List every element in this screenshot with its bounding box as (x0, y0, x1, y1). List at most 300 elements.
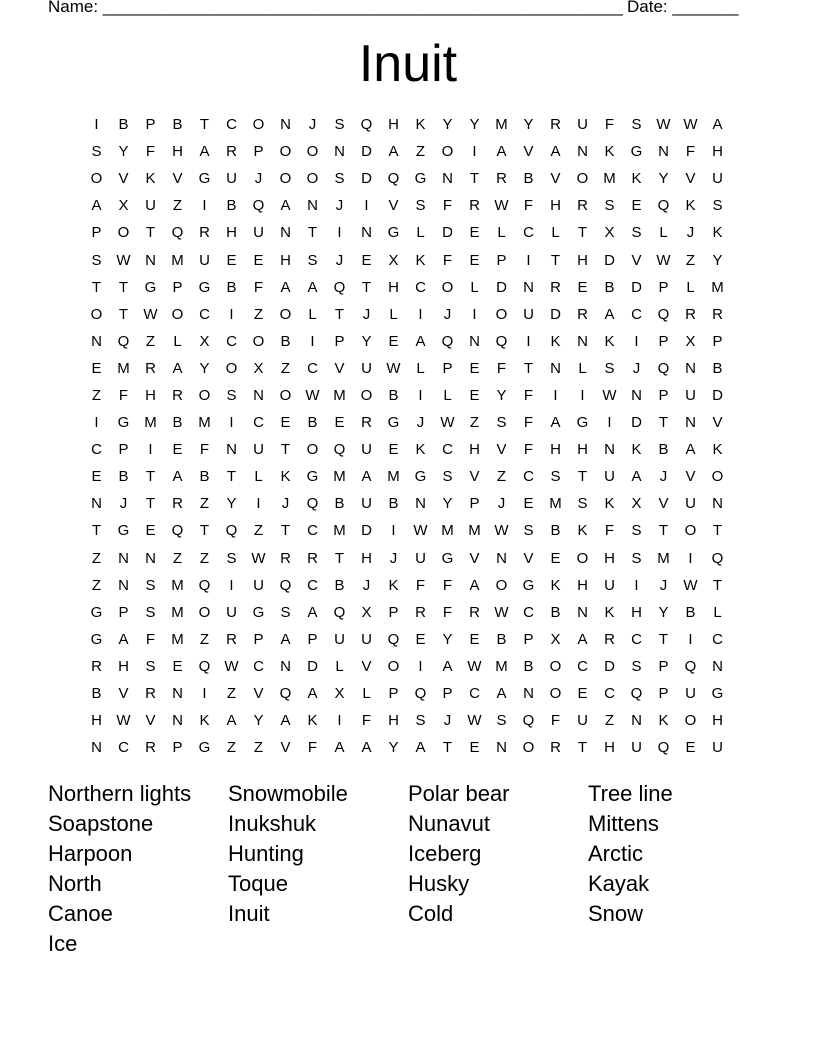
grid-letter[interactable]: S (91, 251, 102, 269)
grid-letter[interactable]: V (712, 414, 723, 432)
grid-letter[interactable]: O (495, 305, 508, 323)
grid-letter[interactable]: Z (226, 685, 237, 703)
grid-letter[interactable]: Y (712, 251, 723, 269)
grid-letter[interactable]: E (469, 386, 480, 404)
grid-letter[interactable]: T (334, 305, 345, 323)
grid-letter[interactable]: G (117, 522, 130, 540)
grid-letter[interactable]: G (630, 143, 643, 161)
grid-letter[interactable]: M (144, 414, 157, 432)
grid-letter[interactable]: S (307, 251, 318, 269)
grid-letter[interactable]: C (307, 359, 318, 377)
grid-letter[interactable]: O (252, 332, 265, 350)
grid-letter[interactable]: N (496, 549, 507, 567)
grid-letter[interactable]: C (712, 630, 723, 648)
grid-letter[interactable]: R (145, 739, 156, 757)
grid-letter[interactable]: Q (171, 224, 184, 242)
grid-letter[interactable]: B (712, 359, 723, 377)
grid-letter[interactable]: V (388, 197, 399, 215)
grid-letter[interactable]: H (604, 739, 615, 757)
grid-letter[interactable]: O (225, 359, 238, 377)
grid-letter[interactable]: I (148, 441, 153, 459)
grid-letter[interactable]: Q (414, 685, 427, 703)
grid-letter[interactable]: N (577, 603, 588, 621)
grid-letter[interactable]: Z (91, 386, 102, 404)
grid-letter[interactable]: H (577, 576, 588, 594)
grid-letter[interactable]: V (118, 170, 129, 188)
grid-letter[interactable]: I (391, 522, 396, 540)
grid-letter[interactable]: B (685, 603, 696, 621)
grid-letter[interactable]: E (334, 414, 345, 432)
grid-letter[interactable]: E (253, 251, 264, 269)
grid-letter[interactable]: W (386, 359, 401, 377)
grid-letter[interactable]: G (441, 549, 454, 567)
grid-letter[interactable]: R (550, 739, 561, 757)
grid-letter[interactable]: O (279, 170, 292, 188)
grid-letter[interactable]: K (685, 197, 696, 215)
grid-letter[interactable]: T (658, 414, 669, 432)
grid-letter[interactable]: A (604, 305, 615, 323)
grid-letter[interactable]: W (116, 251, 131, 269)
grid-letter[interactable]: G (387, 414, 400, 432)
grid-letter[interactable]: E (469, 224, 480, 242)
grid-letter[interactable]: C (415, 278, 426, 296)
grid-letter[interactable]: W (251, 549, 266, 567)
grid-letter[interactable]: T (145, 495, 156, 513)
grid-letter[interactable]: T (442, 739, 453, 757)
grid-letter[interactable]: O (387, 657, 400, 675)
grid-letter[interactable]: X (550, 630, 561, 648)
grid-letter[interactable]: S (415, 712, 426, 730)
grid-letter[interactable]: D (307, 657, 318, 675)
grid-letter[interactable]: W (413, 522, 428, 540)
grid-letter[interactable]: T (361, 278, 372, 296)
grid-letter[interactable]: V (496, 441, 507, 459)
grid-letter[interactable]: M (495, 116, 508, 134)
grid-letter[interactable]: X (604, 224, 615, 242)
grid-letter[interactable]: I (553, 386, 558, 404)
grid-letter[interactable]: B (334, 495, 345, 513)
grid-letter[interactable]: N (280, 224, 291, 242)
grid-letter[interactable]: V (550, 170, 561, 188)
grid-letter[interactable]: O (576, 170, 589, 188)
grid-letter[interactable]: U (199, 251, 210, 269)
grid-letter[interactable]: Q (279, 576, 292, 594)
grid-letter[interactable]: F (442, 576, 453, 594)
grid-letter[interactable]: W (224, 657, 239, 675)
grid-letter[interactable]: R (199, 224, 210, 242)
grid-letter[interactable]: T (145, 468, 156, 486)
grid-letter[interactable]: S (496, 712, 507, 730)
grid-letter[interactable]: N (658, 143, 669, 161)
grid-letter[interactable]: Z (253, 739, 264, 757)
grid-letter[interactable]: C (307, 576, 318, 594)
grid-letter[interactable]: U (685, 495, 696, 513)
grid-letter[interactable]: J (362, 305, 371, 323)
grid-letter[interactable]: K (550, 332, 561, 350)
grid-letter[interactable]: M (171, 630, 184, 648)
grid-letter[interactable]: G (90, 630, 103, 648)
grid-letter[interactable]: H (226, 224, 237, 242)
grid-letter[interactable]: I (418, 305, 423, 323)
grid-letter[interactable]: E (631, 197, 642, 215)
grid-letter[interactable]: S (91, 143, 102, 161)
grid-letter[interactable]: T (712, 522, 723, 540)
grid-letter[interactable]: I (94, 414, 99, 432)
grid-letter[interactable]: N (226, 441, 237, 459)
grid-letter[interactable]: O (279, 143, 292, 161)
grid-letter[interactable]: A (172, 359, 183, 377)
grid-letter[interactable]: R (469, 197, 480, 215)
grid-letter[interactable]: O (441, 278, 454, 296)
grid-letter[interactable]: Y (253, 712, 264, 730)
grid-letter[interactable]: B (307, 414, 318, 432)
grid-letter[interactable]: A (172, 468, 183, 486)
grid-letter[interactable]: K (604, 495, 615, 513)
grid-letter[interactable]: X (334, 685, 345, 703)
grid-letter[interactable]: A (307, 685, 318, 703)
grid-letter[interactable]: R (172, 495, 183, 513)
grid-letter[interactable]: I (418, 386, 423, 404)
grid-letter[interactable]: C (604, 685, 615, 703)
grid-letter[interactable]: A (415, 332, 426, 350)
grid-letter[interactable]: J (416, 414, 425, 432)
grid-letter[interactable]: E (91, 359, 102, 377)
grid-letter[interactable]: H (469, 441, 480, 459)
grid-letter[interactable]: F (442, 197, 453, 215)
grid-letter[interactable]: A (199, 143, 210, 161)
grid-letter[interactable]: J (335, 197, 344, 215)
grid-letter[interactable]: F (685, 143, 696, 161)
grid-letter[interactable]: S (631, 657, 642, 675)
grid-letter[interactable]: Q (225, 522, 238, 540)
grid-letter[interactable]: K (550, 576, 561, 594)
grid-letter[interactable]: A (280, 197, 291, 215)
grid-letter[interactable]: U (604, 576, 615, 594)
grid-letter[interactable]: I (229, 414, 234, 432)
grid-letter[interactable]: I (688, 549, 693, 567)
grid-letter[interactable]: N (631, 386, 642, 404)
grid-letter[interactable]: E (469, 359, 480, 377)
grid-letter[interactable]: Q (171, 522, 184, 540)
grid-letter[interactable]: Y (523, 116, 534, 134)
grid-letter[interactable]: P (388, 685, 399, 703)
grid-letter[interactable]: T (469, 170, 480, 188)
grid-letter[interactable]: Z (496, 468, 507, 486)
grid-letter[interactable]: Q (387, 170, 400, 188)
grid-letter[interactable]: P (172, 739, 183, 757)
grid-letter[interactable]: N (604, 441, 615, 459)
grid-letter[interactable]: P (658, 278, 669, 296)
grid-letter[interactable]: E (469, 251, 480, 269)
grid-letter[interactable]: F (442, 603, 453, 621)
grid-letter[interactable]: S (577, 495, 588, 513)
grid-letter[interactable]: V (658, 495, 669, 513)
grid-letter[interactable]: Y (361, 332, 372, 350)
grid-letter[interactable]: D (604, 657, 615, 675)
grid-letter[interactable]: O (90, 305, 103, 323)
grid-letter[interactable]: A (631, 468, 642, 486)
grid-letter[interactable]: A (280, 630, 291, 648)
grid-letter[interactable]: H (280, 251, 291, 269)
grid-letter[interactable]: O (495, 576, 508, 594)
grid-letter[interactable]: J (362, 576, 371, 594)
grid-letter[interactable]: C (577, 657, 588, 675)
grid-letter[interactable]: Q (522, 712, 535, 730)
grid-letter[interactable]: B (226, 197, 237, 215)
grid-letter[interactable]: M (117, 359, 130, 377)
grid-letter[interactable]: K (199, 712, 210, 730)
grid-letter[interactable]: I (526, 332, 531, 350)
grid-letter[interactable]: H (631, 603, 642, 621)
grid-letter[interactable]: U (685, 386, 696, 404)
grid-letter[interactable]: W (143, 305, 158, 323)
grid-letter[interactable]: Q (387, 630, 400, 648)
grid-letter[interactable]: Y (442, 495, 453, 513)
grid-letter[interactable]: N (118, 576, 129, 594)
grid-letter[interactable]: Z (199, 630, 210, 648)
grid-letter[interactable]: N (145, 251, 156, 269)
grid-letter[interactable]: P (658, 332, 669, 350)
grid-letter[interactable]: R (91, 657, 102, 675)
grid-letter[interactable]: C (442, 441, 453, 459)
grid-letter[interactable]: J (281, 495, 290, 513)
grid-letter[interactable]: A (226, 712, 237, 730)
grid-letter[interactable]: G (414, 468, 427, 486)
grid-letter[interactable]: W (440, 414, 455, 432)
grid-letter[interactable]: R (361, 414, 372, 432)
grid-letter[interactable]: I (472, 143, 477, 161)
grid-letter[interactable]: Z (172, 549, 183, 567)
grid-letter[interactable]: T (550, 251, 561, 269)
grid-letter[interactable]: N (334, 143, 345, 161)
grid-letter[interactable]: P (253, 143, 264, 161)
grid-letter[interactable]: I (688, 630, 693, 648)
grid-letter[interactable]: M (171, 603, 184, 621)
grid-letter[interactable]: M (387, 468, 400, 486)
grid-letter[interactable]: B (226, 278, 237, 296)
grid-letter[interactable]: U (226, 603, 237, 621)
grid-letter[interactable]: I (472, 305, 477, 323)
grid-letter[interactable]: H (361, 549, 372, 567)
grid-letter[interactable]: N (253, 386, 264, 404)
grid-letter[interactable]: P (658, 685, 669, 703)
grid-letter[interactable]: Y (469, 116, 480, 134)
grid-letter[interactable]: Q (252, 197, 265, 215)
grid-letter[interactable]: O (522, 739, 535, 757)
grid-letter[interactable]: O (279, 386, 292, 404)
grid-letter[interactable]: M (333, 468, 346, 486)
grid-letter[interactable]: J (443, 712, 452, 730)
grid-letter[interactable]: Y (226, 495, 237, 513)
grid-letter[interactable]: I (256, 495, 261, 513)
grid-letter[interactable]: W (467, 657, 482, 675)
grid-letter[interactable]: U (685, 685, 696, 703)
grid-letter[interactable]: C (631, 305, 642, 323)
grid-letter[interactable]: W (494, 197, 509, 215)
grid-letter[interactable]: D (442, 224, 453, 242)
grid-letter[interactable]: I (526, 251, 531, 269)
grid-letter[interactable]: U (361, 630, 372, 648)
grid-letter[interactable]: I (94, 116, 99, 134)
grid-letter[interactable]: P (334, 332, 345, 350)
grid-letter[interactable]: L (686, 278, 695, 296)
grid-letter[interactable]: S (631, 116, 642, 134)
grid-letter[interactable]: L (497, 224, 506, 242)
grid-letter[interactable]: F (496, 359, 507, 377)
grid-letter[interactable]: Q (279, 685, 292, 703)
grid-letter[interactable]: W (494, 603, 509, 621)
grid-letter[interactable]: V (361, 657, 372, 675)
date-field-line[interactable]: Date: _______ (627, 0, 739, 16)
grid-letter[interactable]: R (469, 603, 480, 621)
grid-letter[interactable]: G (306, 468, 319, 486)
grid-letter[interactable]: T (334, 549, 345, 567)
grid-letter[interactable]: J (632, 359, 641, 377)
grid-letter[interactable]: R (145, 685, 156, 703)
grid-letter[interactable]: I (229, 305, 234, 323)
grid-letter[interactable]: L (389, 305, 398, 323)
grid-letter[interactable]: M (171, 576, 184, 594)
grid-letter[interactable]: S (631, 522, 642, 540)
grid-letter[interactable]: K (631, 170, 642, 188)
grid-letter[interactable]: J (497, 495, 506, 513)
grid-letter[interactable]: G (252, 603, 265, 621)
grid-letter[interactable]: Z (415, 143, 426, 161)
grid-letter[interactable]: O (441, 143, 454, 161)
grid-letter[interactable]: T (199, 522, 210, 540)
grid-letter[interactable]: P (145, 116, 156, 134)
grid-letter[interactable]: Z (604, 712, 615, 730)
grid-letter[interactable]: N (496, 739, 507, 757)
grid-letter[interactable]: P (91, 224, 102, 242)
grid-letter[interactable]: V (145, 712, 156, 730)
grid-letter[interactable]: A (577, 630, 588, 648)
grid-letter[interactable]: Q (630, 685, 643, 703)
grid-letter[interactable]: D (361, 143, 372, 161)
grid-letter[interactable]: K (415, 251, 426, 269)
grid-letter[interactable]: E (226, 251, 237, 269)
grid-letter[interactable]: O (198, 603, 211, 621)
grid-letter[interactable]: T (577, 739, 588, 757)
grid-letter[interactable]: P (442, 359, 453, 377)
grid-letter[interactable]: Y (442, 116, 453, 134)
grid-letter[interactable]: H (604, 549, 615, 567)
grid-letter[interactable]: D (361, 170, 372, 188)
grid-letter[interactable]: Z (685, 251, 696, 269)
grid-letter[interactable]: C (469, 685, 480, 703)
grid-letter[interactable]: H (388, 712, 399, 730)
grid-letter[interactable]: K (712, 441, 723, 459)
grid-letter[interactable]: Q (441, 332, 454, 350)
grid-letter[interactable]: O (252, 116, 265, 134)
grid-letter[interactable]: A (280, 278, 291, 296)
grid-letter[interactable]: R (415, 603, 426, 621)
grid-letter[interactable]: O (549, 657, 562, 675)
grid-letter[interactable]: N (172, 685, 183, 703)
grid-letter[interactable]: V (631, 251, 642, 269)
grid-letter[interactable]: B (550, 522, 561, 540)
grid-letter[interactable]: F (442, 251, 453, 269)
grid-letter[interactable]: T (712, 576, 723, 594)
grid-letter[interactable]: A (280, 712, 291, 730)
grid-letter[interactable]: D (631, 414, 642, 432)
grid-letter[interactable]: P (658, 386, 669, 404)
grid-letter[interactable]: F (118, 386, 129, 404)
grid-letter[interactable]: K (145, 170, 156, 188)
grid-letter[interactable]: P (712, 332, 723, 350)
grid-letter[interactable]: E (523, 495, 534, 513)
grid-letter[interactable]: R (550, 278, 561, 296)
grid-letter[interactable]: L (551, 224, 560, 242)
grid-letter[interactable]: Q (684, 657, 697, 675)
grid-letter[interactable]: L (578, 359, 587, 377)
grid-letter[interactable]: E (145, 522, 156, 540)
grid-letter[interactable]: Q (198, 657, 211, 675)
grid-letter[interactable]: S (712, 197, 723, 215)
grid-letter[interactable]: U (523, 305, 534, 323)
grid-letter[interactable]: L (308, 305, 317, 323)
grid-letter[interactable]: E (388, 441, 399, 459)
grid-letter[interactable]: Q (117, 332, 130, 350)
grid-letter[interactable]: F (307, 739, 318, 757)
grid-letter[interactable]: T (91, 278, 102, 296)
grid-letter[interactable]: N (307, 197, 318, 215)
grid-letter[interactable]: V (334, 359, 345, 377)
grid-letter[interactable]: U (226, 170, 237, 188)
grid-letter[interactable]: B (388, 495, 399, 513)
grid-letter[interactable]: N (415, 495, 426, 513)
grid-letter[interactable]: M (333, 386, 346, 404)
grid-letter[interactable]: M (549, 495, 562, 513)
grid-letter[interactable]: J (254, 170, 263, 188)
grid-letter[interactable]: A (550, 143, 561, 161)
grid-letter[interactable]: T (280, 522, 291, 540)
grid-letter[interactable]: E (91, 468, 102, 486)
grid-letter[interactable]: Y (199, 359, 210, 377)
grid-letter[interactable]: W (305, 386, 320, 404)
grid-letter[interactable]: D (361, 522, 372, 540)
grid-letter[interactable]: T (307, 224, 318, 242)
grid-letter[interactable]: Q (198, 576, 211, 594)
grid-letter[interactable]: L (470, 278, 479, 296)
grid-letter[interactable]: M (711, 278, 724, 296)
grid-letter[interactable]: D (712, 386, 723, 404)
grid-letter[interactable]: I (580, 386, 585, 404)
name-field-line[interactable]: Name: _______________________________________________________ (48, 0, 623, 16)
grid-letter[interactable]: S (523, 522, 534, 540)
grid-letter[interactable]: G (387, 224, 400, 242)
grid-letter[interactable]: F (145, 630, 156, 648)
grid-letter[interactable]: Q (657, 197, 670, 215)
grid-letter[interactable]: W (683, 116, 698, 134)
grid-letter[interactable]: A (496, 685, 507, 703)
grid-letter[interactable]: A (496, 143, 507, 161)
grid-letter[interactable]: Z (172, 197, 183, 215)
grid-letter[interactable]: G (117, 414, 130, 432)
grid-letter[interactable]: G (711, 685, 724, 703)
grid-letter[interactable]: P (442, 685, 453, 703)
grid-letter[interactable]: F (523, 414, 534, 432)
grid-letter[interactable]: A (712, 116, 723, 134)
grid-letter[interactable]: U (712, 170, 723, 188)
grid-letter[interactable]: P (496, 251, 507, 269)
grid-letter[interactable]: I (202, 197, 207, 215)
grid-letter[interactable]: B (334, 576, 345, 594)
grid-letter[interactable]: I (310, 332, 315, 350)
grid-letter[interactable]: K (712, 224, 723, 242)
grid-letter[interactable]: T (91, 522, 102, 540)
grid-letter[interactable]: I (634, 576, 639, 594)
